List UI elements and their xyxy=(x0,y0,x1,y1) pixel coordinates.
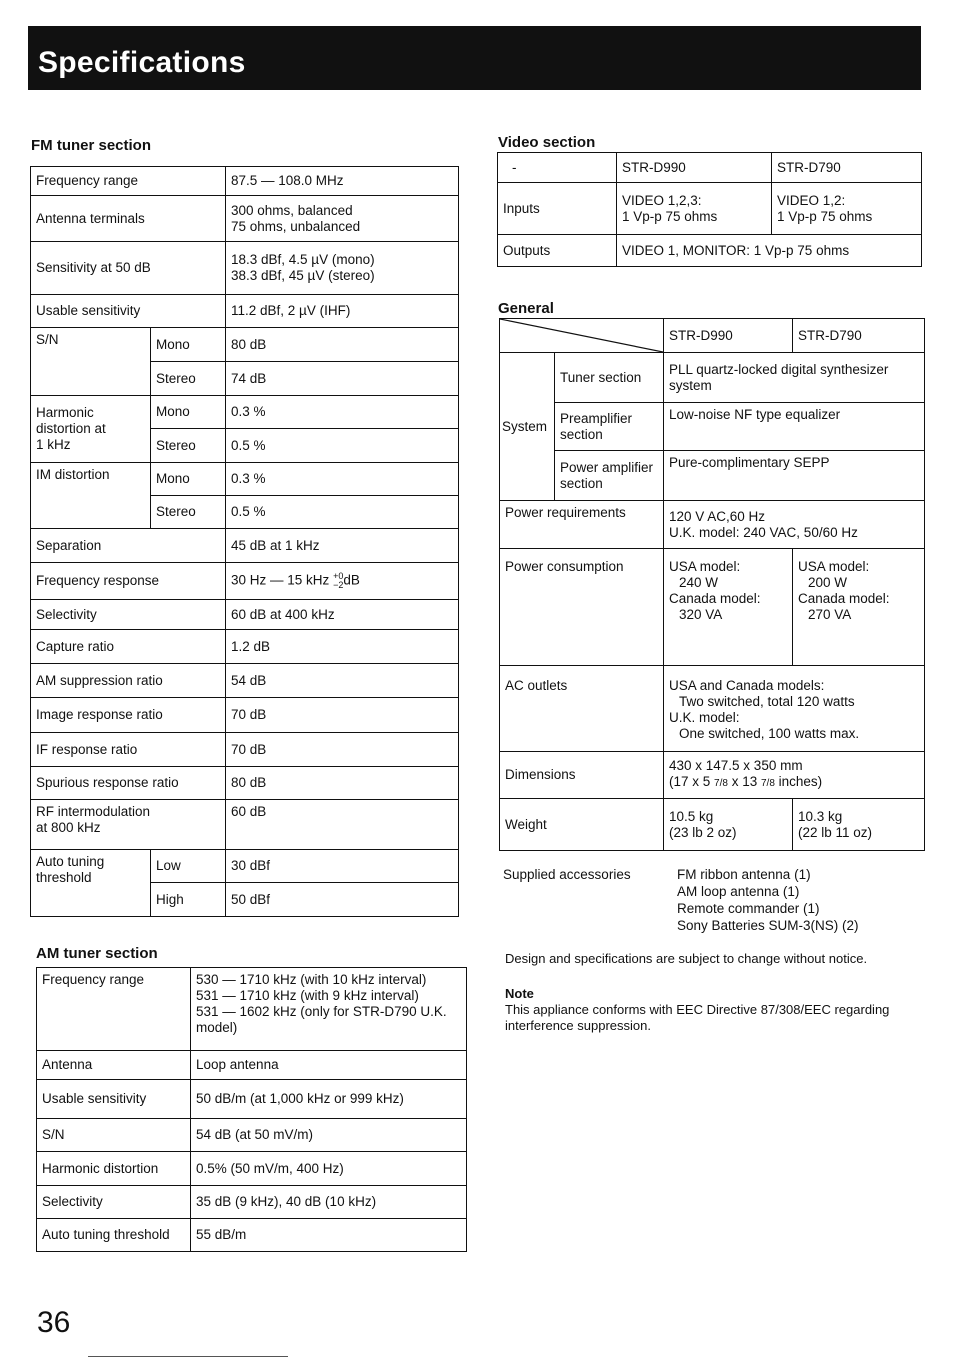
spec-value: 55 dB/m xyxy=(191,1219,467,1252)
general-row-power-requirements xyxy=(500,501,925,549)
spec-value xyxy=(191,968,467,1051)
fm-section-title: FM tuner section xyxy=(31,137,152,154)
spec-label: Selectivity xyxy=(37,1186,191,1219)
spec-label: Outputs xyxy=(498,235,617,267)
spec-value-line: system xyxy=(669,377,712,393)
spec-value-line: Canada model: xyxy=(798,591,890,606)
spec-value-line: PLL quartz-locked digital synthesizer xyxy=(669,361,889,377)
spec-value-line: 18.3 dBf, 4.5 µV (mono) xyxy=(231,252,375,267)
fm-row-am-suppression xyxy=(31,664,459,698)
general-spec-table xyxy=(499,318,925,851)
spec-value: Pure-complimentary SEPP xyxy=(664,451,925,501)
spec-label xyxy=(31,800,226,850)
fm-row-auto-tuning-low xyxy=(31,850,459,883)
spec-value-line xyxy=(669,774,919,792)
spec-value-line: USA model: xyxy=(669,559,741,574)
spec-label: Selectivity xyxy=(31,600,226,630)
spec-label: Capture ratio xyxy=(31,630,226,664)
spec-value-line: 430 x 147.5 x 350 mm xyxy=(669,758,803,773)
spec-value xyxy=(664,353,925,403)
dimension-part: inches) xyxy=(774,774,823,789)
spec-sublabel: High xyxy=(151,883,226,917)
freq-response-tolerance xyxy=(333,572,343,590)
spec-value-line: 10.3 kg xyxy=(798,808,843,824)
spec-value: 80 dB xyxy=(226,328,459,362)
spec-value: 0.3 % xyxy=(226,463,459,496)
spec-value-line: One switched, 100 watts max. xyxy=(679,726,860,741)
spec-value: 30 dBf xyxy=(226,850,459,883)
am-row-usable-sensitivity xyxy=(37,1080,467,1119)
spec-label xyxy=(31,396,151,463)
spec-value-line: 300 ohms, balanced xyxy=(231,202,353,218)
spec-label: IM distortion xyxy=(31,463,151,529)
am-row-harmonic-distortion xyxy=(37,1152,467,1186)
am-row-auto-tuning xyxy=(37,1219,467,1252)
spec-label-line: RF intermodulation xyxy=(36,804,151,819)
spec-value-line: 38.3 dBf, 45 µV (stereo) xyxy=(231,268,375,283)
spec-value-d790 xyxy=(793,549,925,666)
spec-value: 50 dBf xyxy=(226,883,459,917)
spec-sublabel xyxy=(555,403,664,451)
column-header-d990: STR-D990 xyxy=(617,153,772,183)
am-row-antenna xyxy=(37,1051,467,1080)
dimension-fraction: 7/8 xyxy=(761,778,775,789)
page-number: 36 xyxy=(37,1306,71,1339)
footer-rule xyxy=(88,1356,288,1357)
list-item: Remote commander (1) xyxy=(677,901,820,916)
general-row-power-consumption xyxy=(500,549,925,666)
column-header-d790: STR-D790 xyxy=(772,153,922,183)
spec-value xyxy=(226,242,459,295)
fm-row-if-response xyxy=(31,733,459,767)
freq-response-unit: dB xyxy=(343,572,360,588)
spec-sublabel: Tuner section xyxy=(555,353,664,403)
freq-response-range: 30 Hz — 15 kHz xyxy=(231,572,330,588)
general-row-weight xyxy=(500,799,925,851)
spec-value-line: model) xyxy=(196,1020,238,1035)
spec-label: Frequency range xyxy=(37,968,191,1051)
spec-value-d990 xyxy=(664,549,793,666)
spec-label: Antenna xyxy=(37,1051,191,1080)
spec-value: Loop antenna xyxy=(191,1051,467,1080)
spec-label-system: System xyxy=(500,353,555,501)
spec-value: 60 dB xyxy=(226,800,459,850)
fm-row-selectivity xyxy=(31,600,459,630)
spec-header-blank: - xyxy=(498,153,617,183)
spec-label-line: distortion at xyxy=(36,421,106,436)
spec-label-line: threshold xyxy=(36,870,92,885)
spec-value xyxy=(664,666,925,752)
spec-value-line: 530 — 1710 kHz (with 10 kHz interval) xyxy=(196,972,427,987)
spec-value: 87.5 — 108.0 MHz xyxy=(226,167,459,196)
spec-value: 35 dB (9 kHz), 40 dB (10 kHz) xyxy=(191,1186,467,1219)
spec-value: 45 dB at 1 kHz xyxy=(226,529,459,563)
spec-label: Image response ratio xyxy=(31,698,226,733)
spec-value-line: 75 ohms, unbalanced xyxy=(231,218,361,234)
spec-label: Separation xyxy=(31,529,226,563)
spec-value-line: Two switched, total 120 watts xyxy=(679,694,855,709)
video-row-inputs xyxy=(498,183,922,235)
spec-label-line: Power amplifier xyxy=(560,459,654,475)
general-row-ac-outlets xyxy=(500,666,925,752)
spec-value: 74 dB xyxy=(226,362,459,396)
fm-spec-table xyxy=(30,166,459,917)
spec-value: 0.5 % xyxy=(226,429,459,463)
spec-label: Frequency response xyxy=(31,563,226,600)
spec-label-line: Harmonic xyxy=(36,405,94,420)
spec-value-d990 xyxy=(664,799,793,851)
spec-sublabel xyxy=(555,451,664,501)
spec-label-line: at 800 kHz xyxy=(36,820,101,835)
general-row-header xyxy=(500,319,925,353)
spec-label: Power requirements xyxy=(500,501,664,549)
video-row-header xyxy=(498,153,922,183)
spec-label: Sensitivity at 50 dB xyxy=(31,242,226,295)
fm-row-image-response xyxy=(31,698,459,733)
spec-label: Auto tuning threshold xyxy=(37,1219,191,1252)
fm-row-separation xyxy=(31,529,459,563)
spec-value-line: 270 VA xyxy=(808,607,852,622)
accessories-list xyxy=(677,866,859,934)
spec-value: 11.2 dBf, 2 µV (IHF) xyxy=(226,295,459,328)
general-section-title: General xyxy=(498,300,554,317)
video-row-outputs xyxy=(498,235,922,267)
spec-value: 1.2 dB xyxy=(226,630,459,664)
note-line: This appliance conforms with EEC Directive 87/308/EEC regarding xyxy=(505,1002,890,1017)
spec-label-line: section xyxy=(560,475,603,491)
am-spec-table xyxy=(36,967,467,1252)
spec-value xyxy=(226,563,459,600)
spec-value: Low-noise NF type equalizer xyxy=(664,403,925,451)
fm-row-harmonic-mono xyxy=(31,396,459,429)
spec-value: 0.5% (50 mV/m, 400 Hz) xyxy=(191,1152,467,1186)
spec-value-d790 xyxy=(793,799,925,851)
spec-value-line: 1 Vp-p 75 ohms xyxy=(622,208,718,224)
fm-row-capture-ratio xyxy=(31,630,459,664)
spec-value: 0.5 % xyxy=(226,496,459,529)
video-spec-table xyxy=(497,152,922,267)
fm-row-rf-intermodulation xyxy=(31,800,459,850)
fm-row-frequency-response xyxy=(31,563,459,600)
header-diagonal-cell xyxy=(500,319,664,353)
dimension-part: (17 x 5 xyxy=(669,774,711,789)
design-notice: Design and specifications are subject to change without notice. xyxy=(505,951,868,966)
spec-value-line: 240 W xyxy=(679,575,719,590)
list-item: AM loop antenna (1) xyxy=(677,884,800,899)
spec-sublabel: Mono xyxy=(151,463,226,496)
fm-row-sn-mono xyxy=(31,328,459,362)
general-row-preamplifier xyxy=(500,403,925,451)
spec-value-line: USA and Canada models: xyxy=(669,678,825,693)
fm-row-sensitivity xyxy=(31,242,459,295)
spec-value xyxy=(617,183,772,235)
am-row-frequency-range xyxy=(37,968,467,1051)
spec-label: Inputs xyxy=(498,183,617,235)
list-item: Sony Batteries SUM-3(NS) (2) xyxy=(677,918,859,933)
column-header-d790: STR-D790 xyxy=(793,319,925,353)
spec-label: Spurious response ratio xyxy=(31,767,226,800)
fm-row-usable-sensitivity xyxy=(31,295,459,328)
spec-value: 80 dB xyxy=(226,767,459,800)
spec-value xyxy=(226,196,459,242)
spec-sublabel: Mono xyxy=(151,396,226,429)
spec-value-line: Canada model: xyxy=(669,591,761,606)
fm-row-antenna xyxy=(31,196,459,242)
general-row-power-amplifier xyxy=(500,451,925,501)
spec-value: 50 dB/m (at 1,000 kHz or 999 kHz) xyxy=(191,1080,467,1119)
spec-sublabel: Stereo xyxy=(151,429,226,463)
spec-value xyxy=(664,501,925,549)
spec-value-line: (22 lb 11 oz) xyxy=(798,824,873,840)
spec-label: Harmonic distortion xyxy=(37,1152,191,1186)
diagonal-line xyxy=(500,319,663,352)
spec-label: Weight xyxy=(500,799,664,851)
list-item: FM ribbon antenna (1) xyxy=(677,867,811,882)
spec-label-line: Preamplifier xyxy=(560,410,633,426)
spec-value-line: U.K. model: 240 VAC, 50/60 Hz xyxy=(669,524,858,540)
am-row-sn xyxy=(37,1119,467,1152)
tolerance-plus: +0 xyxy=(333,571,344,581)
spec-value-line: USA model: xyxy=(798,559,870,574)
spec-value-line: 120 V AC,60 Hz xyxy=(669,508,766,524)
spec-label: S/N xyxy=(31,328,151,396)
spec-label: Usable sensitivity xyxy=(37,1080,191,1119)
spec-value: 54 dB xyxy=(226,664,459,698)
spec-label: Dimensions xyxy=(500,752,664,799)
spec-label: Frequency range xyxy=(31,167,226,196)
spec-value: 54 dB (at 50 mV/m) xyxy=(191,1119,467,1152)
note-body xyxy=(505,1002,889,1034)
spec-value: 70 dB xyxy=(226,733,459,767)
general-row-tuner xyxy=(500,353,925,403)
spec-value-line: 320 VA xyxy=(679,607,723,622)
tolerance-minus: −2 xyxy=(333,580,344,590)
spec-label: AC outlets xyxy=(500,666,664,752)
fm-row-frequency-range xyxy=(31,167,459,196)
spec-value: 70 dB xyxy=(226,698,459,733)
am-section-title: AM tuner section xyxy=(36,945,158,962)
spec-label: AM suppression ratio xyxy=(31,664,226,698)
spec-sublabel: Low xyxy=(151,850,226,883)
spec-value-line: (23 lb 2 oz) xyxy=(669,824,737,840)
spec-label: IF response ratio xyxy=(31,733,226,767)
spec-label-line: Auto tuning xyxy=(36,854,105,869)
fm-row-spurious-response xyxy=(31,767,459,800)
spec-label: S/N xyxy=(37,1119,191,1152)
am-row-selectivity xyxy=(37,1186,467,1219)
spec-label-line: section xyxy=(560,426,603,442)
note-title: Note xyxy=(505,986,534,1001)
accessories-label: Supplied accessories xyxy=(503,867,631,882)
spec-label xyxy=(31,850,151,917)
note-line: interference suppression. xyxy=(505,1018,651,1033)
general-row-dimensions xyxy=(500,752,925,799)
spec-value: 0.3 % xyxy=(226,396,459,429)
page-title: Specifications xyxy=(38,46,246,79)
spec-value: VIDEO 1, MONITOR: 1 Vp-p 75 ohms xyxy=(617,235,922,267)
spec-value-line: 1 Vp-p 75 ohms xyxy=(777,208,873,224)
spec-value-line: U.K. model: xyxy=(669,710,740,725)
spec-value-line: 531 — 1602 kHz (only for STR-D790 U.K. xyxy=(196,1004,447,1019)
spec-value-line: 10.5 kg xyxy=(669,808,714,824)
column-header-d990: STR-D990 xyxy=(664,319,793,353)
spec-label-line: 1 kHz xyxy=(36,437,71,452)
spec-label: Usable sensitivity xyxy=(31,295,226,328)
spec-sublabel: Stereo xyxy=(151,496,226,529)
spec-value-line: 200 W xyxy=(808,575,848,590)
spec-value-line: VIDEO 1,2: xyxy=(777,192,846,208)
video-section-title: Video section xyxy=(498,134,596,151)
spec-sublabel: Mono xyxy=(151,328,226,362)
dimension-fraction: 7/8 xyxy=(714,778,728,789)
spec-label: Antenna terminals xyxy=(31,196,226,242)
spec-label: Power consumption xyxy=(500,549,664,666)
spec-value-line: 531 — 1710 kHz (with 9 kHz interval) xyxy=(196,988,419,1003)
spec-sublabel: Stereo xyxy=(151,362,226,396)
spec-value: 60 dB at 400 kHz xyxy=(226,600,459,630)
fm-row-im-mono xyxy=(31,463,459,496)
title-banner xyxy=(28,26,921,90)
spec-value-line: VIDEO 1,2,3: xyxy=(622,192,702,208)
spec-value xyxy=(772,183,922,235)
dimension-part: x 13 xyxy=(727,774,758,789)
spec-value xyxy=(664,752,925,799)
